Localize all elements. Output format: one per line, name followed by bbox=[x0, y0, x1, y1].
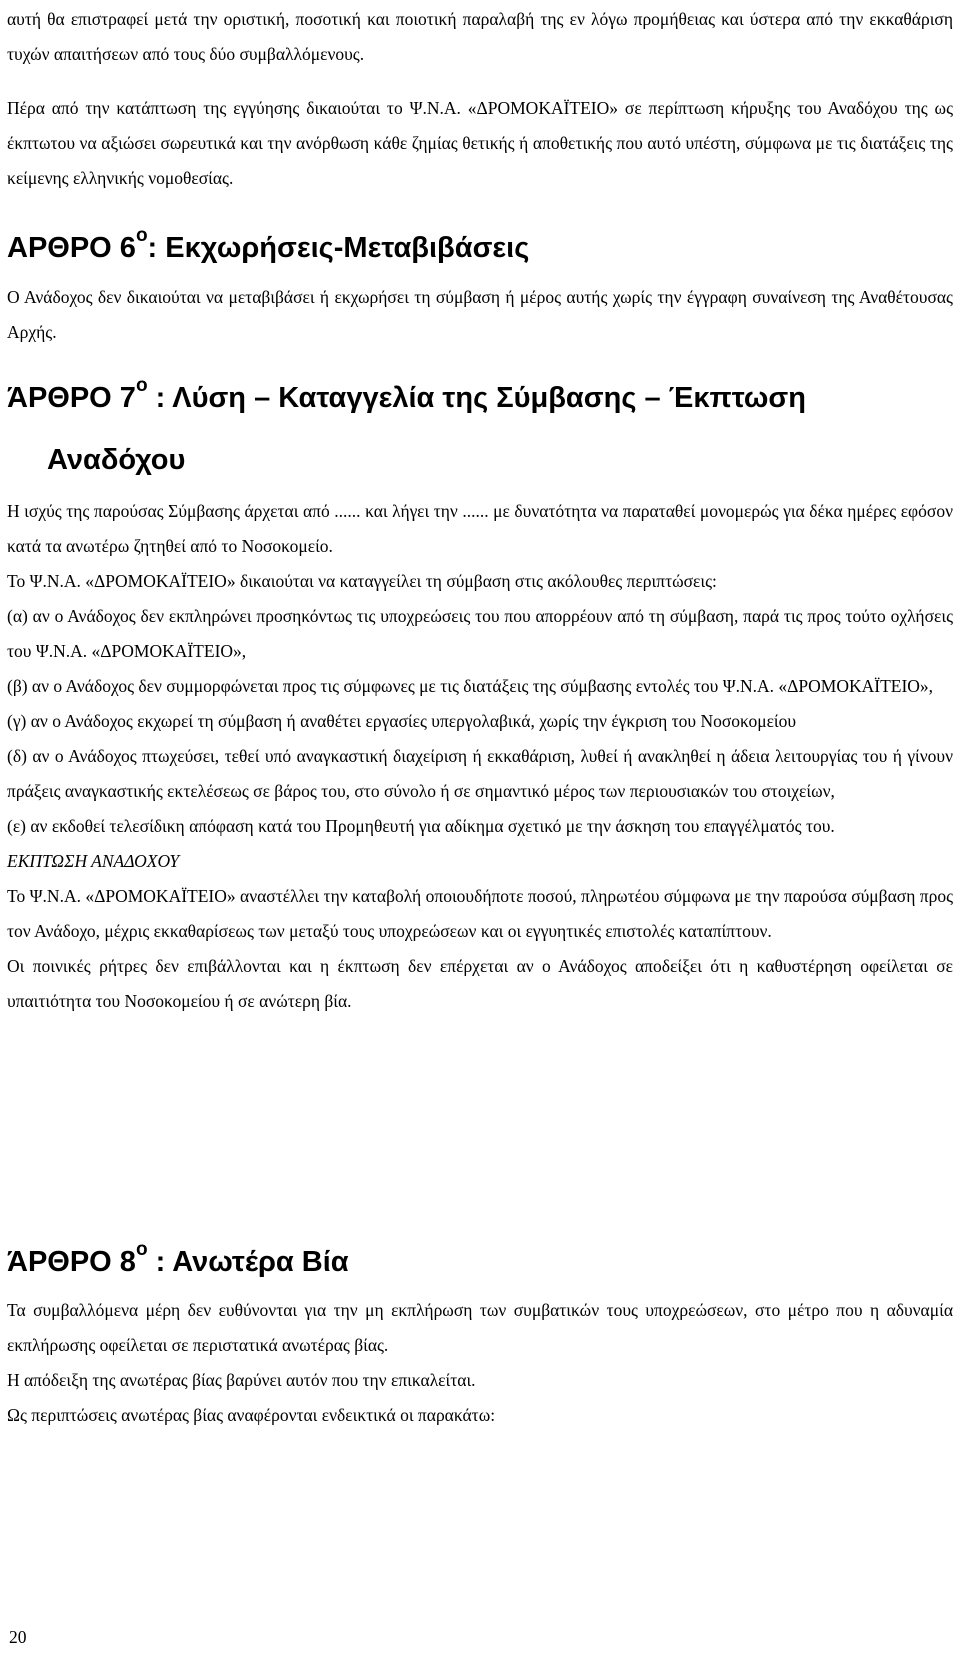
forfeit-paragraph: Το Ψ.Ν.Α. «ΔΡΟΜΟΚΑΪΤΕΙΟ» αναστέλλει την καταβολή οποιουδήποτε ποσού, πληρωτέου σύμφωνα με την παρούσα σύμβαση προς τον Ανάδοχο, μέχρις εκκαθαρίσεως των μεταξύ τους υποχρεώσεων και οι εγγυητικές επιστολές καταπίπτουν. bbox=[7, 886, 953, 941]
guarantee-section bbox=[7, 91, 953, 196]
top-paragraph: αυτή θα επιστραφεί μετά την οριστική, ποσοτική και ποιοτική παραλαβή της εν λόγω προμήθειας και ύστερα από την εκκαθάριση τυχών απαιτήσεων από τους δύο συμβαλλόμενους. bbox=[7, 9, 953, 64]
case-b: (β) αν ο Ανάδοχος δεν συμμορφώνεται προς τις σύμφωνες με τις διατάξεις της σύμβασης εντολές του Ψ.Ν.Α. «ΔΡΟΜΟΚΑΪΤΕΙΟ», bbox=[7, 676, 934, 696]
article-8-sup: ο bbox=[135, 1239, 148, 1260]
article-6-title: : Εκχωρήσεις-Μεταβιβάσεις bbox=[147, 232, 530, 264]
article-6-prefix: ΑΡΘΡΟ 6 bbox=[7, 232, 136, 264]
case-c: (γ) αν ο Ανάδοχος εκχωρεί τη σύμβαση ή αναθέτει εργασίες υπεργολαβικά, χωρίς την έγκριση του Νοσοκομείου bbox=[7, 711, 797, 731]
article-8-prefix: ΆΡΘΡΟ 8 bbox=[7, 1246, 136, 1278]
penalties-paragraph: Οι ποινικές ρήτρες δεν επιβάλλονται και η έκπτωση δεν επέρχεται αν ο Ανάδοχος αποδείξει ότι η καθυστέρηση οφείλεται σε υπαιτιότητα του Νοσοκομείου ή σε ανώτερη βία. bbox=[7, 956, 953, 1011]
continuation-paragraph bbox=[7, 2, 953, 72]
article-6-text: Ο Ανάδοχος δεν δικαιούται να μεταβιβάσει ή εκχωρήσει τη σύμβαση ή μέρος αυτής χωρίς την έγγραφη συναίνεση της Αναθέτουσας Αρχής. bbox=[7, 287, 953, 342]
article-6-sup: ο bbox=[135, 225, 148, 246]
article-7-title: : Λύση – Καταγγελία της Σύμβασης – Έκπτωση bbox=[147, 382, 806, 414]
validity-paragraph: Η ισχύς της παρούσας Σύμβασης άρχεται από ...... και λήγει την ...... με δυνατότητα να παραταθεί μονομερώς για δέκα ημέρες εφόσον κατά τα ανωτέρω ζητηθεί από το Νοσοκομείο. bbox=[7, 501, 953, 556]
case-e: (ε) αν εκδοθεί τελεσίδικη απόφαση κατά του Προμηθευτή για αδίκημα σχετικό με την άσκηση του επαγγέλματός του. bbox=[7, 816, 835, 836]
article-7-heading bbox=[7, 375, 953, 480]
page-number: 20 bbox=[9, 1627, 27, 1647]
case-d: (δ) αν ο Ανάδοχος πτωχεύσει, τεθεί υπό αναγκαστική διαχείριση ή εκκαθάριση, λυθεί ή ανακληθεί η άδεια λειτουργίας του ή γίνουν πράξεις αναγκαστικής εκτελέσεως σε βάρος του, στο σύνολο ή σε σημαντικό μέρος των περιουσιακών του στοιχείων, bbox=[7, 746, 953, 801]
article-8-heading bbox=[7, 1239, 953, 1282]
force-majeure-p3: Ως περιπτώσεις ανωτέρας βίας αναφέρονται ενδεικτικά οι παρακάτω: bbox=[7, 1405, 496, 1425]
termination-intro: Το Ψ.Ν.Α. «ΔΡΟΜΟΚΑΪΤΕΙΟ» δικαιούται να καταγγείλει τη σύμβαση στις ακόλουθες περιπτώσεις: bbox=[7, 571, 717, 591]
article-6-body bbox=[7, 280, 953, 350]
article-7-sup: ο bbox=[135, 375, 148, 396]
guarantee-paragraph: Πέρα από την κατάπτωση της εγγύησης δικαιούται το Ψ.Ν.Α. «ΔΡΟΜΟΚΑΪΤΕΙΟ» σε περίπτωση κήρυξης του Αναδόχου της ως έκπτωτου να αξιώσει σωρευτικά και την ανόρθωση κάθε ζημίας θετικής ή αποθετικής που αυτό υπέστη, σύμφωνα με τις διατάξεις της κείμενης ελληνικής νομοθεσίας. bbox=[7, 98, 953, 188]
article-7-body bbox=[7, 494, 953, 1019]
forfeit-subheading: ΕΚΠΤΩΣΗ ΑΝΑΔΟΧΟΥ bbox=[7, 851, 180, 871]
article-8-body bbox=[7, 1293, 953, 1433]
article-6-heading bbox=[7, 225, 953, 268]
article-7-prefix: ΆΡΘΡΟ 7 bbox=[7, 382, 136, 414]
case-a: (α) αν ο Ανάδοχος δεν εκπληρώνει προσηκόντως τις υποχρεώσεις του που απορρέουν από τη σύμβαση, παρά τις προς τούτο οχλήσεις του Ψ.Ν.Α. «ΔΡΟΜΟΚΑΪΤΕΙΟ», bbox=[7, 606, 953, 661]
article-8-title: : Ανωτέρα Βία bbox=[147, 1246, 349, 1278]
force-majeure-p1: Τα συμβαλλόμενα μέρη δεν ευθύνονται για την μη εκπλήρωση των συμβατικών τους υποχρεώσεων, στο μέτρο που η αδυναμία εκπλήρωσης οφείλεται σε περιστατικά ανωτέρας βίας. bbox=[7, 1300, 953, 1355]
force-majeure-p2: Η απόδειξη της ανωτέρας βίας βαρύνει αυτόν που την επικαλείται. bbox=[7, 1370, 476, 1390]
article-7-title-cont: Αναδόχου bbox=[47, 444, 186, 476]
